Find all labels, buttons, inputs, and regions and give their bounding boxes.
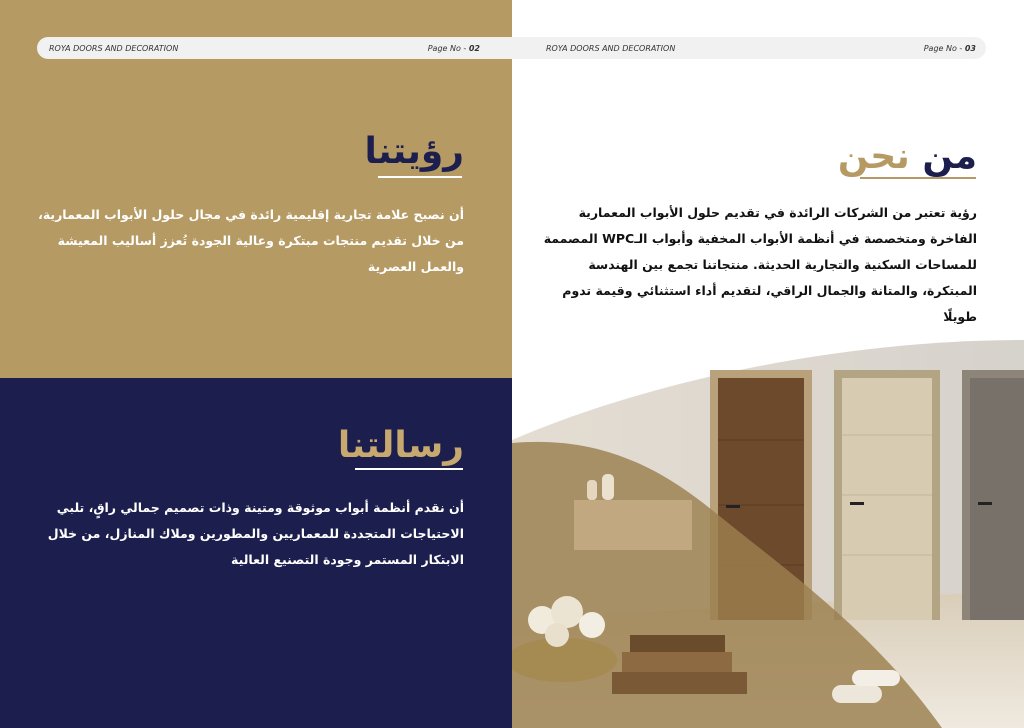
rolled-plans [832,685,882,703]
sideboard [574,500,692,550]
title-underline [378,176,462,178]
page-number: Page No - 02 [427,43,480,53]
vision-title: رؤيتنا [364,131,464,172]
mission-text: أن نقدم أنظمة أبواب موثوقة ومتينة وذات تصميم جمالي راقٍ، تلبي الاحتياجات المتجددة للمعماريين والمطورين وملاك المنازل، من خلال الابتكار المستمر وجودة التصنيع العالية [47,500,464,567]
page-header [512,37,986,59]
mission-title: رسالتنا [337,425,464,466]
page-header [37,37,512,59]
about-text: رؤية تعتبر من الشركات الرائدة في تقديم حلول الأبواب المعمارية الفاخرة ومتخصصة في أنظمة الأبواب المخفية وأبواب الـWPC المصممة للمساحات السكنية والتجارية الحديثة. منتجاتنا تجمع بين الهندسة المبتكرة، والمتانة والجمال الراقي، لتقديم أداء استثنائي وقيمة تدوم طويلًا [543,205,977,324]
title-underline [355,468,463,470]
vision-text: أن نصبح علامة تجارية إقليمية رائدة في مجال حلول الأبواب المعمارية، من خلال تقديم منتجات مبتكرة وعالية الجودة تُعزز أساليب المعيشة والعمل العصرية [38,207,464,274]
grey-door [970,378,1024,620]
about-title: من نحن [837,136,977,177]
page-number: Page No - 03 [923,43,976,53]
books [612,672,747,694]
brand-name: ROYA DOORS AND DECORATION [49,43,179,53]
interior-doors-photo [512,330,1024,728]
right-page [512,0,1024,728]
title-underline [860,177,976,179]
brand-name: ROYA DOORS AND DECORATION [546,43,676,53]
oak-door [842,378,932,620]
flower-bowl [512,638,617,682]
